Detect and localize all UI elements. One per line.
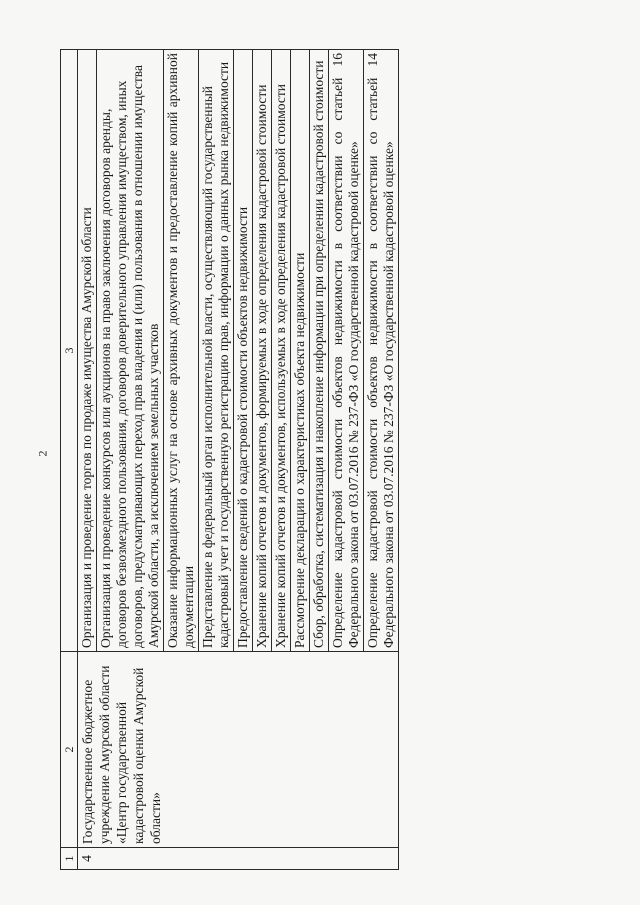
function-item: Организация и проведение торгов по продаже имущества Амурской области — [78, 50, 97, 652]
function-item: Организация и проведение конкурсов или аукционов на право заключения договоров аренды, договоров безвозмездного пользования, договоров доверительного управления имуществом, иных договоров, предусматривающих переход прав владения и (или) пользования в отношении имущества Амурской области, за исключением земельных участков — [97, 50, 164, 652]
function-item: Рассмотрение декларации о характеристиках объекта недвижимости — [291, 50, 310, 652]
function-item: Хранение копий отчетов и документов, формируемых в ходе определения кадастровой стоимости — [253, 50, 272, 652]
header-col-1: 1 — [61, 848, 78, 870]
function-item: Сбор, обработка, систематизация и накопление информации при определении кадастровой стоимости — [310, 50, 329, 652]
page-number: 2 — [35, 450, 50, 457]
header-col-2: 2 — [61, 652, 78, 848]
function-item: Определение кадастровой стоимости объектов недвижимости в соответствии со статьей 14 Федерального закона от 03.07.2016 № 237-ФЗ «О государственной кадастровой оценке» — [364, 50, 399, 652]
row-number: 4 — [78, 848, 399, 870]
function-item: Хранение копий отчетов и документов, используемых в ходе определения кадастровой стоимости — [272, 50, 291, 652]
function-item: Оказание информационных услуг на основе архивных документов и предоставление копий архивной документации — [164, 50, 199, 652]
function-item: Предоставление сведений о кадастровой стоимости объектов недвижимости — [234, 50, 253, 652]
rotated-table-container — [60, 50, 560, 870]
function-item: Определение кадастровой стоимости объектов недвижимости в соответствии со статьей 16 Федерального закона от 03.07.2016 № 237-ФЗ «О государственной кадастровой оценке» — [329, 50, 364, 652]
table-row — [78, 50, 97, 870]
function-item: Представление в федеральный орган исполнительной власти, осуществляющий государственный кадастровый учет и государственную регистрацию прав, информации о данных рынка недвижимости — [199, 50, 234, 652]
table-header-row — [61, 50, 78, 870]
header-col-3: 3 — [61, 50, 78, 652]
organization-name: Государственное бюджетное учреждение Амурской области «Центр государственной кадастровой оценки Амурской области» — [78, 652, 399, 848]
functions-table — [60, 49, 399, 870]
